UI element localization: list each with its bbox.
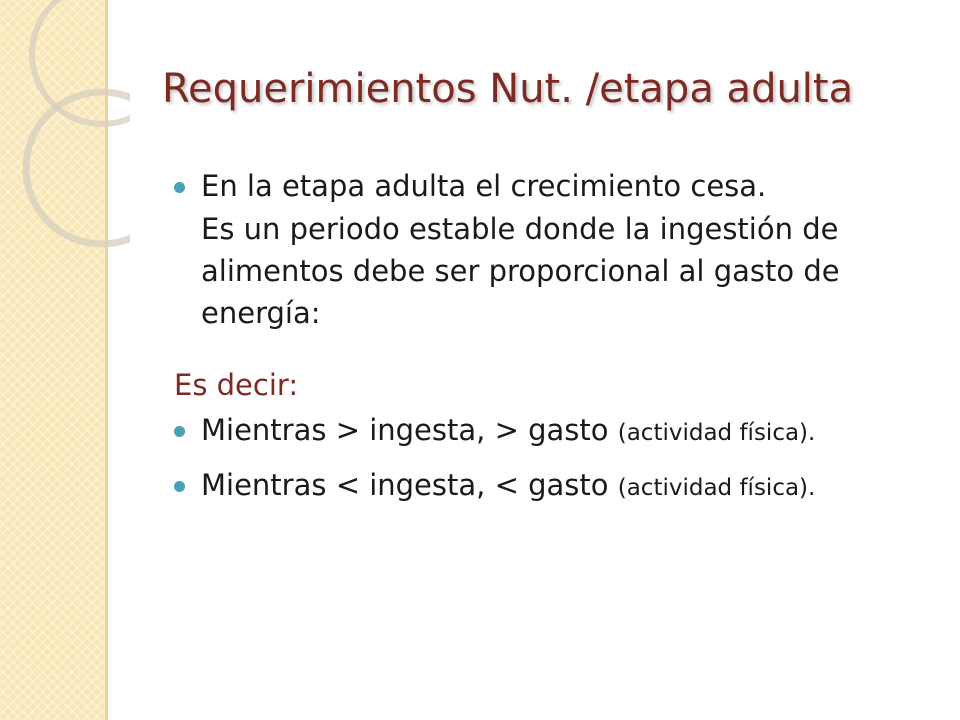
- bullet-dot-icon: [174, 481, 185, 492]
- bullet-dot-icon: [174, 426, 185, 437]
- slide-content: [174, 164, 934, 510]
- bullet-text: En la etapa adulta el crecimiento cesa.: [201, 169, 767, 203]
- decorative-circles: [0, 0, 130, 260]
- bullet-text: Mientras > ingesta, > gasto: [201, 413, 609, 447]
- bullet-aside: (actividad física).: [617, 420, 816, 446]
- bullet-item-3: [174, 463, 934, 510]
- paragraph-text: Es un periodo estable donde la ingestión de alimentos debe ser proporcional al gasto de energía:: [201, 212, 840, 330]
- bullet-item-2: [174, 408, 934, 455]
- slide-title: Requerimientos Nut. /etapa adulta: [162, 66, 854, 112]
- bullet-dot-icon: [174, 182, 185, 193]
- bullet-item-1: [174, 164, 934, 208]
- bullet-aside: (actividad física).: [617, 475, 816, 501]
- es-decir-heading: Es decir:: [174, 368, 299, 402]
- bullet-text: Mientras < ingesta, < gasto: [201, 468, 609, 502]
